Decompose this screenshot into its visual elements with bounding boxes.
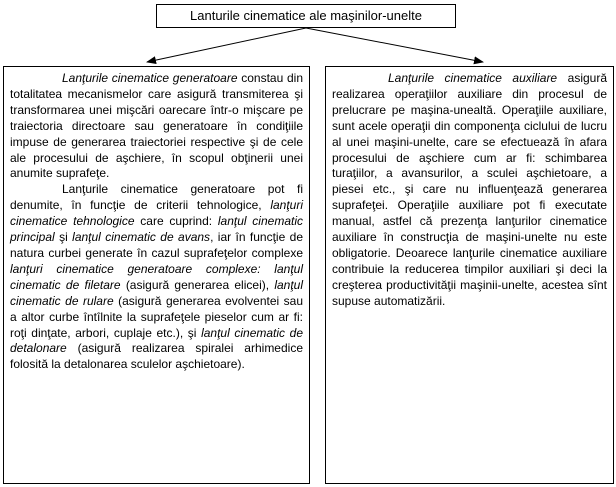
text-1: asigură realizarea operaţiilor auxiliare din procesul de prelucrare pe maşina-unealtă. Operaţiile auxiliare, sunt acele operaţii din componenţa ciclului de lucru al unei maşini-unelte, care se efectuează în afara procesului de aşchiere cum ar fi: schimbarea turaţiilor, a avansurilor, a sculei aşchietoare, a piesei etc., şi care nu influenţează generarea suprafeţei. Operaţiile auxiliare pot fi executate manual, astfel că prezenţa lanţurilor cinematice auxiliare în construcţia de maşini-unelte nu este obligatorie. Deoarece lanţurile cinematice auxiliare contribuie la reducerea timpilor auxiliari şi deci la creşterea productivităţii maşinii-unelte, acestea sînt supuse automatizării.	[332, 71, 607, 308]
auxiliary-chains-panel	[325, 66, 614, 484]
text-1: constau din totalitatea mecanismelor care asigură transmiterea şi transformarea unei mişcări oarecare într-o mişcare pe traiectoria directoare sau generatoare în condiţiile impuse de generarea traiectoriei respective şi de cele ale procesului de aşchiere, în scopul obţinerii unei anumite suprafeţe.	[10, 71, 303, 181]
text-2: care cuprind:	[134, 214, 218, 229]
text-6: , iar în funcţie de natura curbei generate în cazul suprafeţelor complexe	[10, 230, 303, 260]
term-9: lanţul cinematic de rulare	[10, 277, 304, 308]
generator-chains-paragraph-1	[10, 71, 303, 182]
text-12: (asigură realizarea spiralei arhimedice folosită la detalonarea sculelor aşchietoare).	[10, 341, 303, 372]
auxiliary-chains-paragraph	[332, 71, 607, 310]
arrow-to-right-panel	[306, 28, 483, 62]
text-10: (asigură generarea evolventei sau a altor curbe întîlnite la suprafeţele pieselor cum ar fi: roţi dinţate, arbori, cuplaje etc.), şi	[10, 293, 303, 340]
text-8: (asigură generarea elicei),	[120, 277, 275, 292]
term-7: lanţuri cinematice generatoare complexe: lanţul cinematic de filetare	[10, 261, 303, 292]
term-0: Lanţurile cinematice generatoare	[62, 71, 238, 85]
text-4: şi	[54, 230, 73, 245]
arrow-to-left-panel	[147, 28, 306, 62]
term-11: lanţul cinematic de detalonare	[10, 325, 303, 356]
term-1: lanţuri cinematice tehnologice	[10, 198, 303, 229]
term-5: lanţul cinematic de avans	[72, 230, 211, 245]
generator-chains-panel	[3, 66, 310, 484]
term-3: lanţul cinematic principal	[10, 214, 303, 245]
diagram-title: Lanturile cinematice ale maşinilor-unelte	[190, 8, 422, 23]
term-0: Lanţurile cinematice auxiliare	[388, 71, 558, 85]
diagram-title-box	[156, 4, 456, 28]
text-0: Lanţurile cinematice generatoare pot fi denumite, în funcţie de criterii tehnologice,	[10, 182, 303, 213]
generator-chains-paragraph-2	[10, 182, 303, 373]
